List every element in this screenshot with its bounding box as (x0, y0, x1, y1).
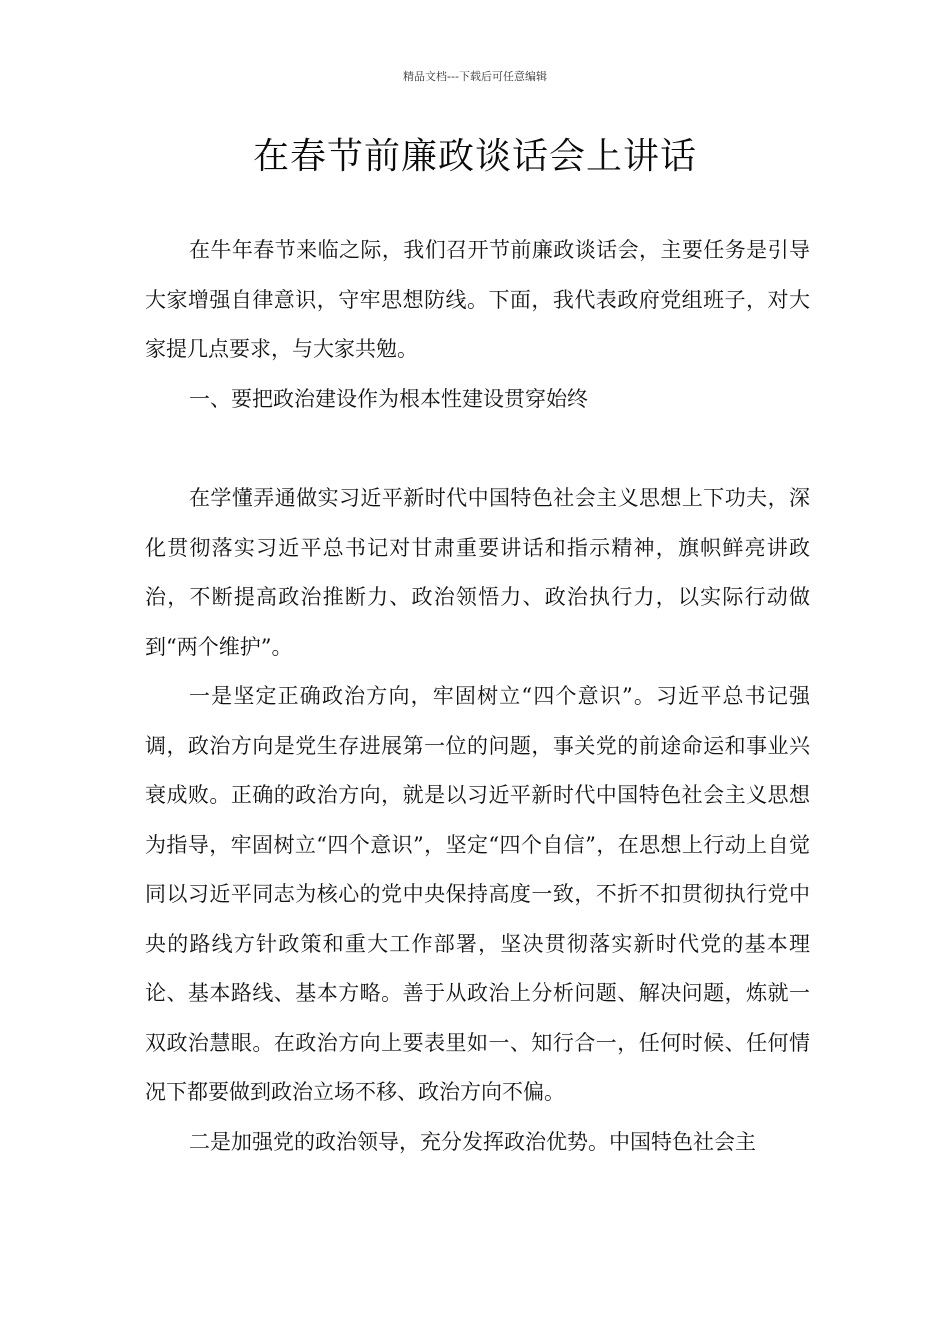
body-block-intro (145, 226, 810, 424)
paragraph-point-1: 一是坚定正确政治方向，牢固树立“四个意识”。习近平总书记强调，政治方向是党生存进展第一位的问题，事关党的前途命运和事业兴衰成败。正确的政治方向，就是以习近平新时代中国特色社会主义思想为指导，牢固树立“四个意识”，坚定“四个自信”，在思想上行动上自觉同以习近平同志为核心的党中央保持高度一致，不折不扣贯彻执行党中央的路线方针政策和重大工作部署，坚决贯彻落实新时代党的基本理论、基本路线、基本方略。善于从政治上分析问题、解决问题，炼就一双政治慧眼。在政治方向上要表里如一、知行合一，任何时候、任何情况下都要做到政治立场不移、政治方向不偏。 (145, 684, 810, 1104)
document-title: 在春节前廉政谈话会上讲话 (252, 136, 697, 177)
paragraph-section-1-intro: 在学懂弄通做实习近平新时代中国特色社会主义思想上下功夫，深化贯彻落实习近平总书记对甘肃重要讲话和指示精神，旗帜鲜亮讲政治，不断提高政治推断力、政治领悟力、政治执行力，以实际行动做到“两个维护”。 (145, 486, 810, 659)
paragraph-intro: 在牛年春节来临之际，我们召开节前廉政谈话会，主要任务是引导大家增强自律意识，守牢思想防线。下面，我代表政府党组班子，对大家提几点要求，与大家共勉。 (145, 238, 810, 361)
paragraph-point-2: 二是加强党的政治领导，充分发挥政治优势。中国特色社会主 (189, 1129, 756, 1154)
header-note: 精品文档---下载后可任意编辑 (403, 70, 547, 83)
body-block-section-1 (145, 474, 810, 1167)
section-heading-1: 一、要把政治建设作为根本性建设贯穿始终 (189, 386, 588, 411)
